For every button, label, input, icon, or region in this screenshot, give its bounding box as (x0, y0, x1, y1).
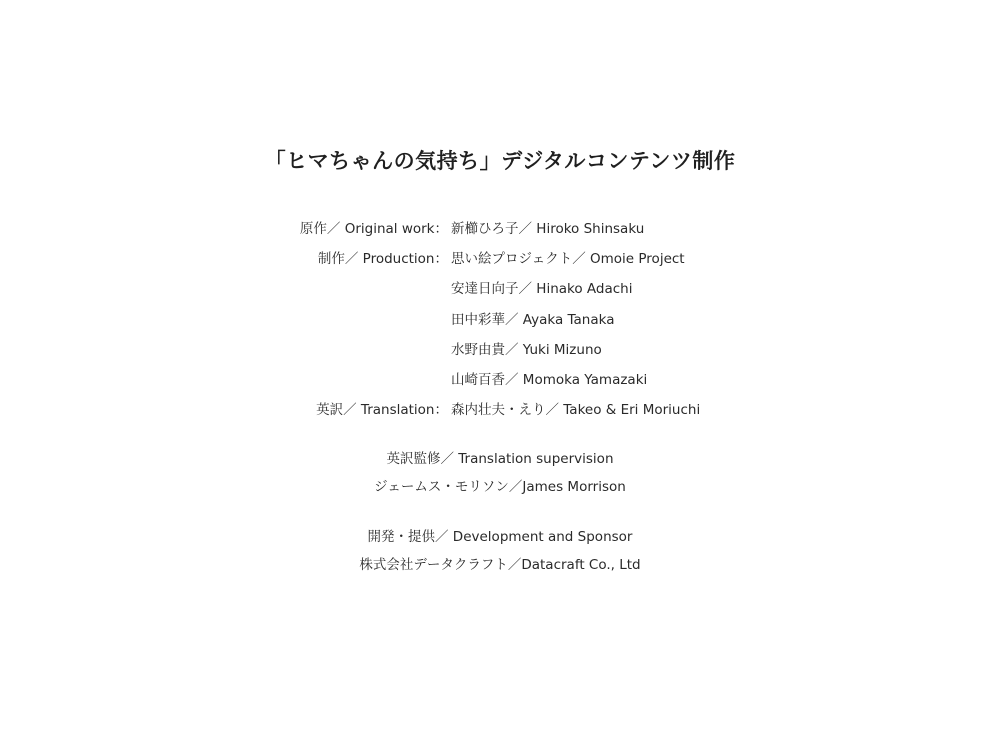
credit-value: 田中彩華／ Ayaka Tanaka (451, 311, 615, 328)
development-name: 株式会社データクラフト／Datacraft Co., Ltd (359, 557, 641, 573)
credit-value: 安達日向子／ Hinako Adachi (451, 281, 633, 298)
credit-label: 制作／ Production： (317, 251, 448, 268)
credit-value: 新櫛ひろ子／ Hiroko Shinsaku (451, 221, 645, 237)
credit-value: 思い絵プロジェクト／ Omoie Project (451, 251, 685, 268)
credit-label: 英訳／ Translation： (316, 402, 448, 419)
credit-row-production-member (0, 277, 1000, 307)
credit-row-translation (0, 398, 1000, 428)
credit-value: 森内壮夫・えり／ Takeo & Eri Moriuchi (451, 402, 701, 419)
supervision-name: ジェームス・モリソン／James Morrison (374, 479, 626, 495)
credit-row-production-member (0, 308, 1000, 338)
credit-value: 山崎百香／ Momoka Yamazaki (451, 371, 648, 388)
credit-row-production-member (0, 338, 1000, 368)
credit-row-production-member (0, 368, 1000, 398)
supervision-heading: 英訳監修／ Translation supervision (386, 451, 614, 467)
credit-label: 原作／ Original work： (299, 221, 448, 237)
development-sponsor-block (0, 523, 1000, 579)
credits-list (0, 217, 1000, 428)
credit-value: 水野由貴／ Yuki Mizuno (451, 341, 602, 358)
development-heading: 開発・提供／ Development and Sponsor (367, 529, 633, 545)
translation-supervision-block (0, 445, 1000, 501)
page-title: 「ヒマちゃんの気持ち」デジタルコンテンツ制作 (264, 149, 736, 173)
credit-row-original-work (0, 217, 1000, 247)
credit-row-production (0, 247, 1000, 277)
